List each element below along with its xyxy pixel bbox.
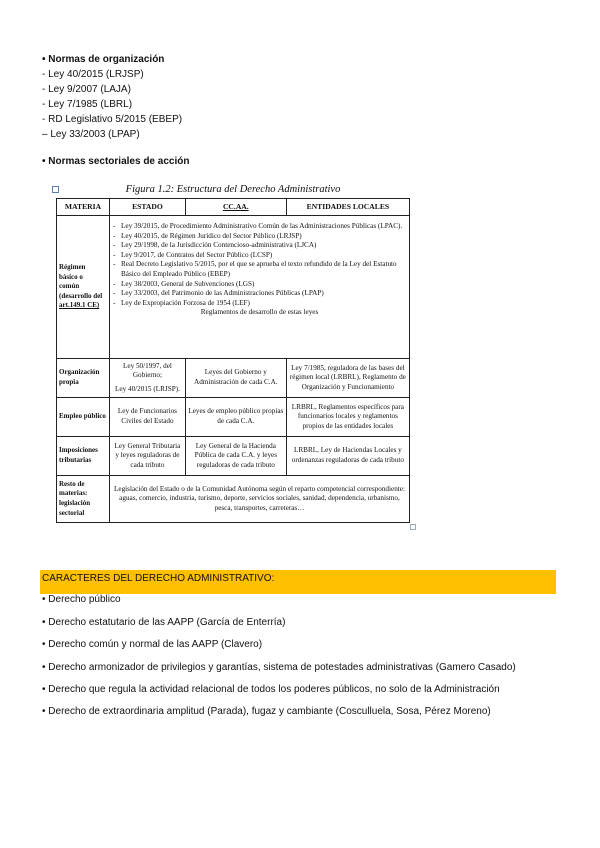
cell-ccaa: Ley General de la Hacienda Pública de cada C.A. y leyes reguladoras de cada tributo (185, 437, 286, 476)
sectoral-heading: • Normas sectoriales de acción (42, 156, 190, 167)
cell-ccaa: Leyes del Gobierno y Administración de cada C.A. (185, 359, 286, 398)
figure-title: Figura 1.2: Estructura del Derecho Administrativo (125, 184, 341, 195)
cell-estado: Ley 50/1997, del Gobierno; Ley 40/2015 (LRJSP). (110, 359, 186, 398)
list-item: - Ley 39/2015, de Procedimiento Administrativo Común de las Administraciones Públicas (LPAC). (112, 222, 407, 232)
org-item: – Ley 33/2003 (LPAP) (42, 129, 140, 140)
header-estado: ESTADO (110, 199, 186, 216)
list-item: - Real Decreto Legislativo 5/2015, por el que se aprueba el texto refundido de la Ley del Estatuto Básico del Empleado Público (EBEP) (112, 260, 407, 279)
header-ccaa: CC.AA. (185, 199, 286, 216)
figure-structure-table (54, 184, 412, 528)
regulations-note: Reglamentos de desarrollo de estas leyes (200, 308, 319, 317)
list-item: • Derecho público (42, 594, 121, 605)
resize-handle-icon (410, 524, 416, 530)
org-heading: • Normas de organización (42, 54, 165, 65)
org-item: - Ley 40/2015 (LRJSP) (42, 69, 144, 80)
list-item: • Derecho estatutario de las AAPP (García de Enterría) (42, 617, 286, 628)
list-item: - Ley de Expropiación Forzosa de 1954 (LEF) (112, 299, 407, 309)
cell-sectoral: Legislación del Estado o de la Comunidad Autónoma según el reparto competencial correspondiente: aguas, comercio, industria, turismo, deporte, servicios sociales, sanidad, dependencia, urbanismo, pesca, transportes, carreteras… (110, 476, 410, 523)
table-row (57, 437, 410, 476)
list-item: • Derecho de extraordinaria amplitud (Parada), fugaz y cambiante (Cosculluela, Sosa, Pérez Moreno) (42, 706, 491, 717)
cell-ccaa: Leyes de empleo público propias de cada C.A. (185, 398, 286, 437)
highlight-bar (40, 570, 556, 594)
list-item: - Ley 40/2015, de Régimen Jurídico del Sector Público (LRJSP) (112, 232, 407, 242)
header-materia: MATERIA (57, 199, 110, 216)
row-materia: Imposiciones tributarias (57, 437, 110, 476)
table-row (57, 398, 410, 437)
table-row (57, 476, 410, 523)
cell-local: LRBRL, Reglamentos específicos para funcionarios locales y reglamentos propios de las entidades locales (286, 398, 409, 437)
table-row (57, 216, 410, 359)
row-materia: Empleo público (57, 398, 110, 437)
list-item: • Derecho armonizador de privilegios y garantías, sistema de potestades administrativas (Gamero Casado) (42, 662, 516, 673)
org-item: - RD Legislativo 5/2015 (EBEP) (42, 114, 183, 125)
list-item: - Ley 9/2017, de Contratos del Sector Público (LCSP) (112, 251, 407, 261)
row-materia: Régimen básico o común (desarrollo del art.149.1 CE) (57, 216, 110, 359)
table-header-row (57, 199, 410, 216)
cell-local: LRBRL, Ley de Haciendas Locales y ordenanzas reguladoras de cada tributo (286, 437, 409, 476)
list-item: • Derecho que regula la actividad relacional de todos los poderes públicos, no solo de la Administración (42, 684, 500, 695)
laws-list (112, 222, 407, 308)
list-item: - Ley 33/2003, del Patrimonio de las Administraciones Públicas (LPAP) (112, 289, 407, 299)
row-materia: Organización propia (57, 359, 110, 398)
caracteres-heading: CARACTERES DEL DERECHO ADMINISTRATIVO: (42, 573, 275, 584)
organization-norms (42, 52, 182, 142)
list-item: - Ley 29/1998, de la Jurisdicción Contencioso-administrativa (LJCA) (112, 241, 407, 251)
table-row (57, 359, 410, 398)
row-laws (110, 216, 410, 359)
cell-local: Ley 7/1985, reguladora de las bases del régimen local (LRBRL), Reglamento de Organización y Funcionamiento (286, 359, 409, 398)
cell-estado: Ley de Funcionarios Civiles del Estado (110, 398, 186, 437)
list-item: • Derecho común y normal de las AAPP (Clavero) (42, 639, 263, 650)
org-item: - Ley 7/1985 (LBRL) (42, 99, 133, 110)
header-local: ENTIDADES LOCALES (286, 199, 409, 216)
row-materia: Resto de materias: legislación sectorial (57, 476, 110, 523)
org-item: - Ley 9/2007 (LAJA) (42, 84, 131, 95)
list-item: - Ley 38/2003, General de Subvenciones (LGS) (112, 280, 407, 290)
structure-table (56, 198, 410, 523)
cell-estado: Ley General Tributaria y leyes reguladoras de cada tributo (110, 437, 186, 476)
